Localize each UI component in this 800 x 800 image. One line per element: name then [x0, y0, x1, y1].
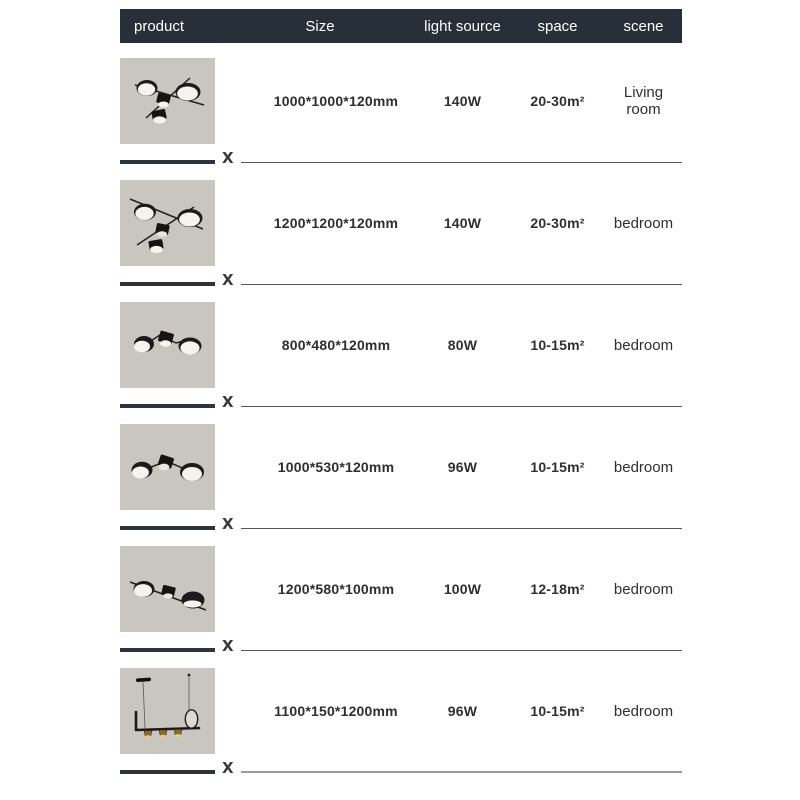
divider-thin-line	[241, 650, 682, 651]
ceiling-lamp-four-heads-image	[120, 58, 215, 144]
divider-thick-bar	[120, 648, 215, 652]
ceiling-lamp-three-heads-diagonal-image	[120, 546, 215, 632]
product-cell	[120, 546, 225, 632]
header-light-source: light source	[424, 17, 501, 35]
light-source-value: 140W	[443, 93, 482, 109]
divider-x-mark: X	[222, 758, 234, 777]
scene-value: Living room	[623, 84, 664, 118]
scene-value: bedroom	[613, 458, 674, 476]
divider-thick-bar	[120, 526, 215, 530]
divider-thin-line	[241, 162, 682, 163]
header-space: space	[537, 17, 578, 35]
scene-value: bedroom	[613, 580, 674, 598]
space-value: 10-15m²	[530, 337, 585, 353]
divider-x-mark: X	[222, 270, 234, 289]
size-value: 800*480*120mm	[281, 337, 391, 353]
divider-thin-line	[241, 406, 682, 407]
product-cell	[120, 424, 225, 510]
product-cell	[120, 668, 225, 754]
divider-thin-line	[241, 284, 682, 285]
divider-thin-line	[241, 528, 682, 529]
size-value: 1200*580*100mm	[277, 581, 395, 597]
product-cell	[120, 58, 225, 144]
product-row	[120, 43, 682, 165]
space-value: 20-30m²	[530, 93, 585, 109]
divider-thick-bar	[120, 160, 215, 164]
size-value: 1000*530*120mm	[277, 459, 395, 475]
divider-thick-bar	[120, 404, 215, 408]
space-value: 12-18m²	[530, 581, 585, 597]
divider-x-mark: X	[222, 636, 234, 655]
divider-thick-bar	[120, 770, 215, 774]
product-row	[120, 531, 682, 653]
header-scene: scene	[623, 17, 664, 35]
space-value: 20-30m²	[530, 215, 585, 231]
space-value: 10-15m²	[530, 459, 585, 475]
header-product: product	[134, 17, 185, 35]
ceiling-lamp-three-heads-image	[120, 424, 215, 510]
product-cell	[120, 302, 225, 388]
divider-x-mark: X	[222, 514, 234, 533]
scene-value: bedroom	[613, 702, 674, 720]
header-size: Size	[305, 17, 335, 35]
light-source-value: 100W	[443, 581, 482, 597]
ceiling-lamp-three-heads-image	[120, 302, 215, 388]
scene-value: bedroom	[613, 214, 674, 232]
divider-thin-line	[241, 771, 682, 773]
ceiling-lamp-four-heads-image	[120, 180, 215, 266]
divider-x-mark: X	[222, 392, 234, 411]
table-header	[120, 9, 682, 43]
product-cell	[120, 180, 225, 266]
divider-thick-bar	[120, 282, 215, 286]
divider-x-mark: X	[222, 148, 234, 167]
product-row	[120, 287, 682, 409]
size-value: 1000*1000*120mm	[273, 93, 399, 109]
light-source-value: 96W	[447, 703, 478, 719]
row-divider	[120, 758, 682, 777]
product-row	[120, 409, 682, 531]
product-row	[120, 165, 682, 287]
light-source-value: 80W	[447, 337, 478, 353]
pendant-linear-lamp-image	[120, 668, 215, 754]
scene-value: bedroom	[613, 336, 674, 354]
space-value: 10-15m²	[530, 703, 585, 719]
light-source-value: 96W	[447, 459, 478, 475]
product-spec-table	[120, 9, 682, 775]
product-row	[120, 653, 682, 775]
size-value: 1100*150*1200mm	[274, 703, 398, 719]
light-source-value: 140W	[443, 215, 482, 231]
size-value: 1200*1200*120mm	[273, 215, 399, 231]
